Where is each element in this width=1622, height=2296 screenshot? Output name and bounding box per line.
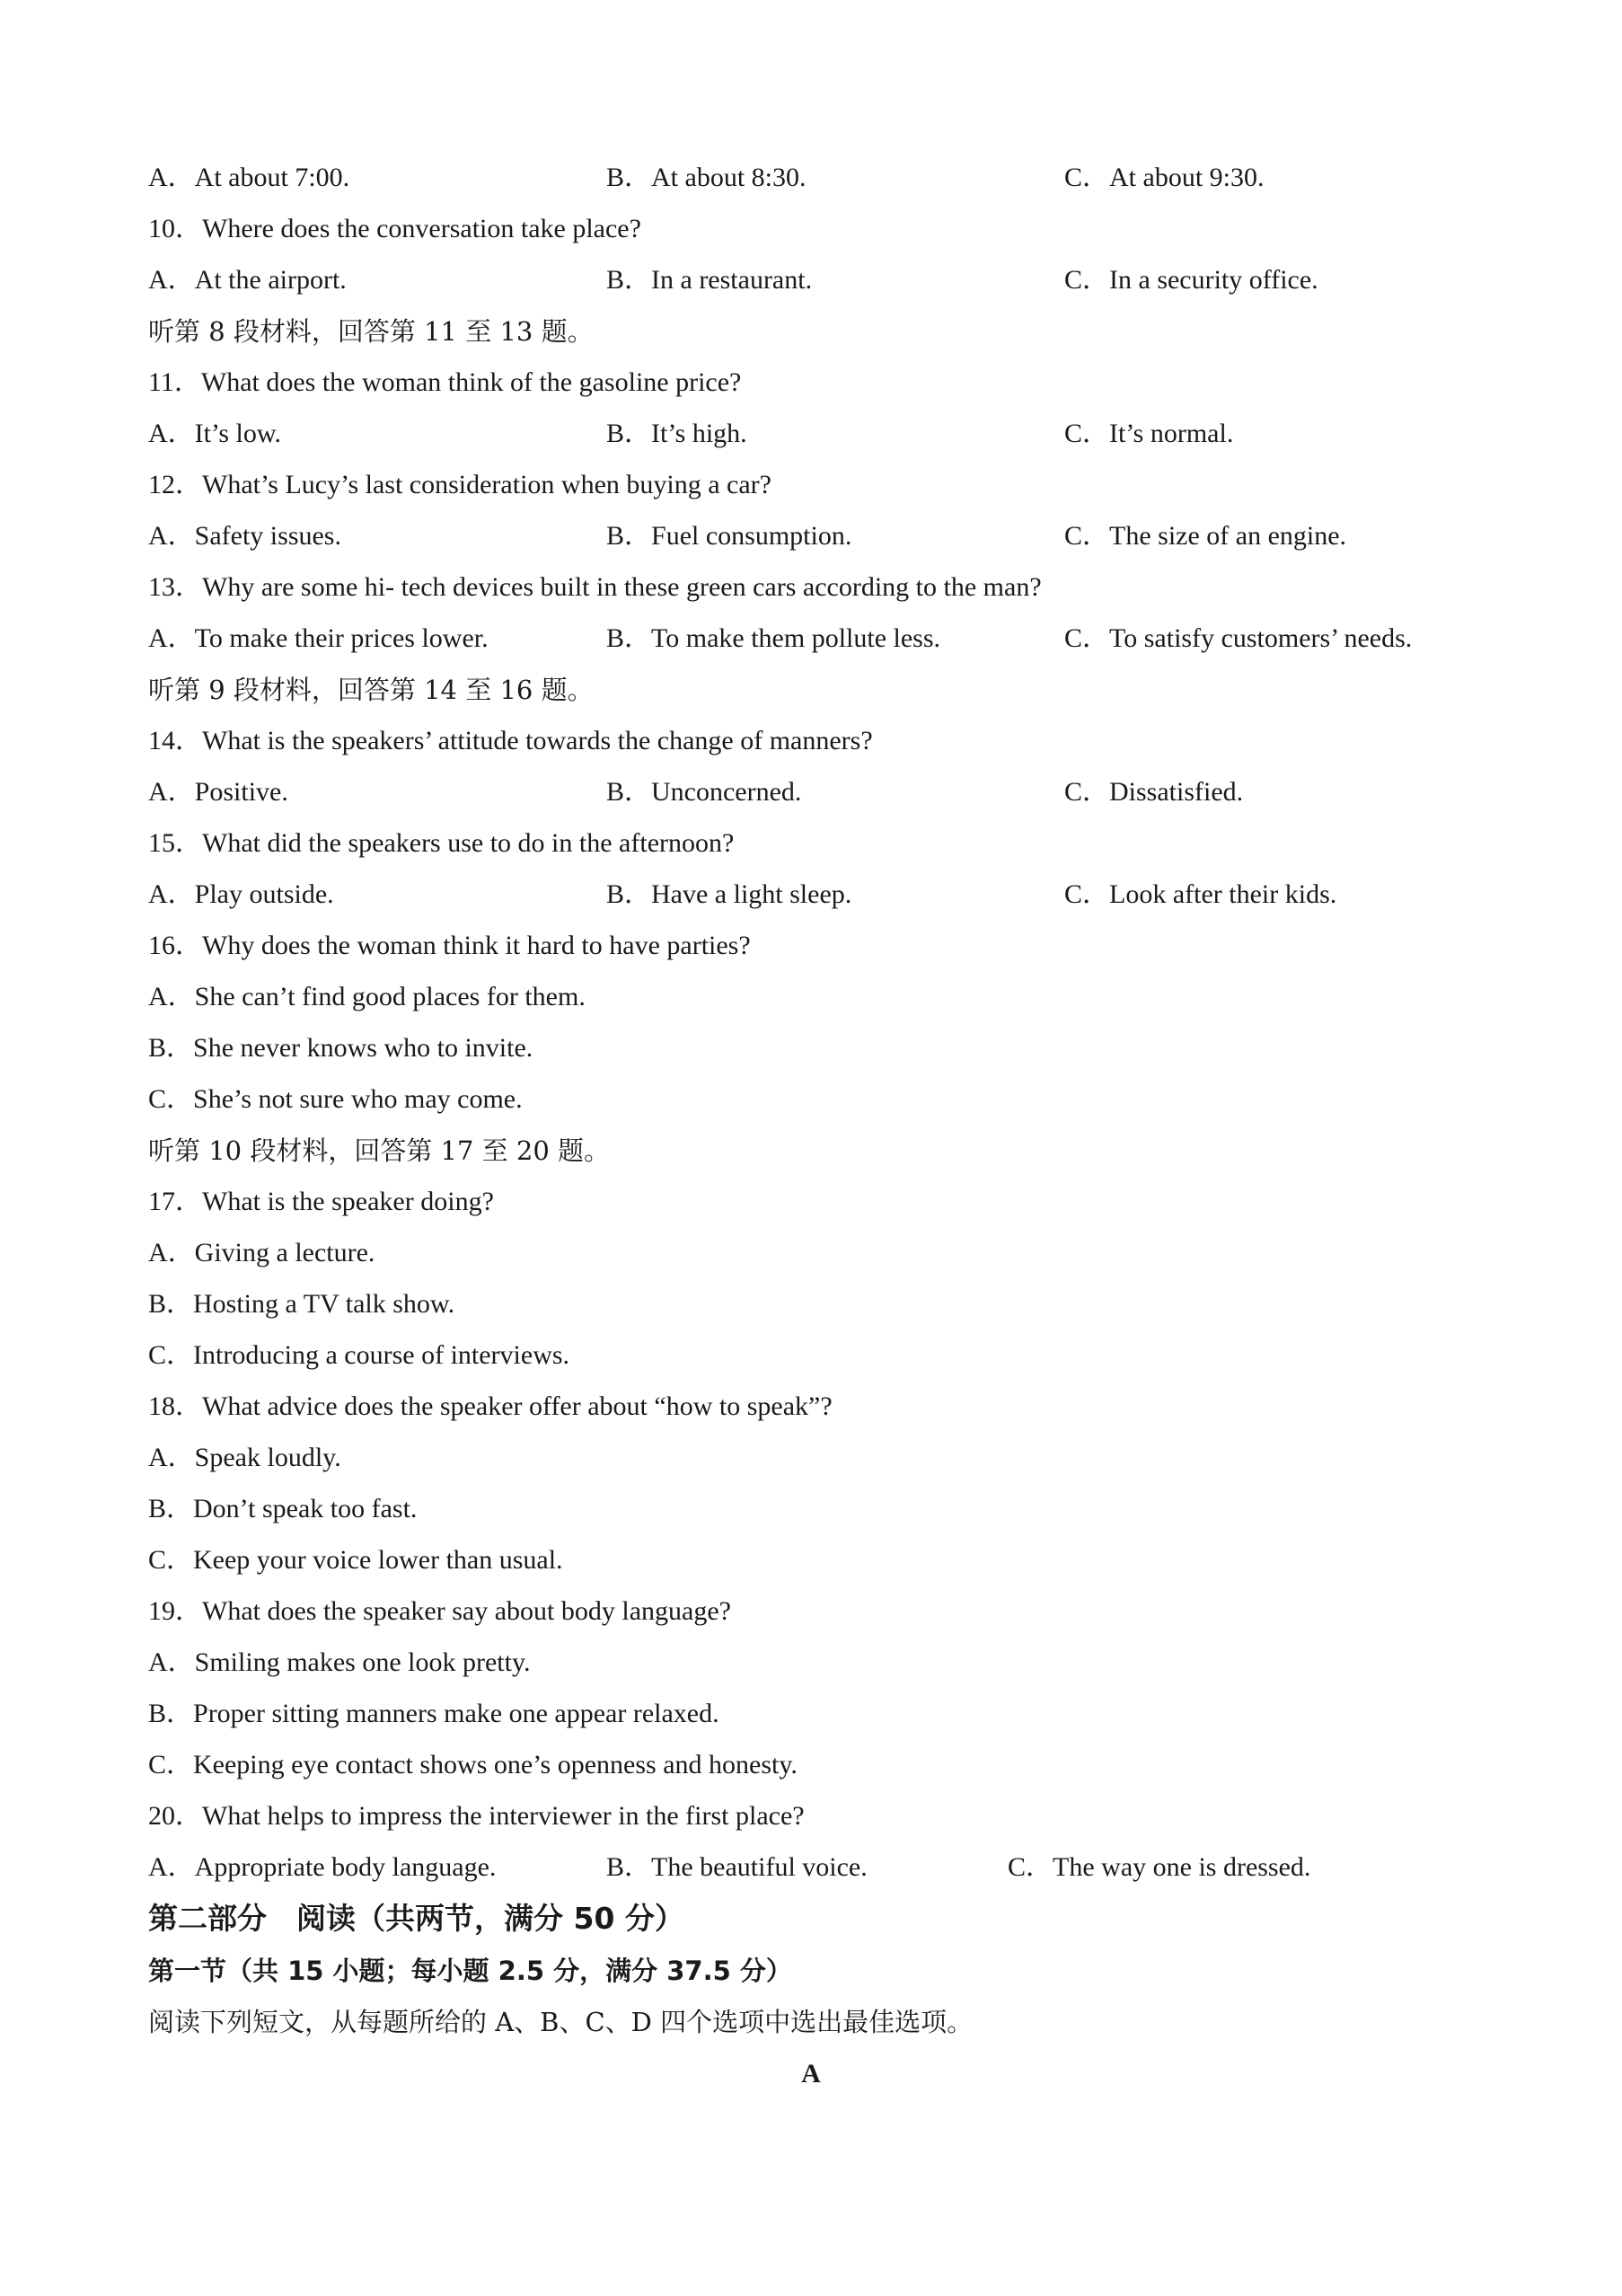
- option-b: B．Hosting a TV talk show.: [148, 1289, 455, 1319]
- option-c: C．In a security office.: [1064, 265, 1318, 295]
- question-11: 11．What does the woman think of the gasoline price?: [148, 367, 742, 397]
- question-12: 12．What’s Lucy’s last consideration when buying a car?: [148, 470, 771, 499]
- option-c: C．The size of an engine.: [1064, 521, 1347, 551]
- option-b: B．The beautiful voice.: [606, 1852, 868, 1882]
- option-a: A．Speak loudly.: [148, 1443, 341, 1472]
- option-b: B．Proper sitting manners make one appear relaxed.: [148, 1699, 719, 1728]
- option-c: C．Introducing a course of interviews.: [148, 1340, 570, 1370]
- option-c: C．Keeping eye contact shows one’s openness and honesty.: [148, 1750, 798, 1779]
- option-c: C．The way one is dressed.: [1008, 1852, 1311, 1882]
- option-c: C．Dissatisfied.: [1064, 777, 1244, 807]
- option-a: A．Safety issues.: [148, 521, 341, 551]
- option-c: C．It’s normal.: [1064, 419, 1234, 448]
- passage-label: A: [801, 2059, 821, 2088]
- question-16: 16．Why does the woman think it hard to have parties?: [148, 931, 751, 960]
- option-a: A．She can’t find good places for them.: [148, 982, 586, 1011]
- instruction-text: 阅读下列短文，从每题所给的 A、B、C、D 四个选项中选出最佳选项。: [148, 2007, 974, 2037]
- option-b: B．Have a light sleep.: [606, 879, 852, 909]
- option-c: C．She’s not sure who may come.: [148, 1084, 523, 1114]
- question-19: 19．What does the speaker say about body language?: [148, 1596, 731, 1626]
- option-a: A．It’s low.: [148, 419, 282, 448]
- option-a: A．To make their prices lower.: [148, 623, 489, 653]
- option-c: C．Look after their kids.: [1064, 879, 1337, 909]
- option-b: B．At about 8:30.: [606, 163, 807, 192]
- question-20: 20．What helps to impress the interviewer in the first place?: [148, 1801, 805, 1831]
- option-b: B．Unconcerned.: [606, 777, 802, 807]
- section-heading: 听第 10 段材料，回答第 17 至 20 题。: [148, 1135, 611, 1166]
- question-14: 14．What is the speakers’ attitude towards the change of manners?: [148, 726, 873, 755]
- option-a: A．Giving a lecture.: [148, 1238, 375, 1267]
- question-13: 13．Why are some hi- tech devices built in these green cars according to the man?: [148, 572, 1042, 602]
- option-c: C．To satisfy customers’ needs.: [1064, 623, 1413, 653]
- option-a: A．Smiling makes one look pretty.: [148, 1647, 531, 1677]
- option-b: B．It’s high.: [606, 419, 747, 448]
- question-17: 17．What is the speaker doing?: [148, 1187, 494, 1216]
- option-b: B．Fuel consumption.: [606, 521, 852, 551]
- question-18: 18．What advice does the speaker offer about “how to speak”?: [148, 1391, 833, 1421]
- part-two-title: 第二部分 阅读（共两节，满分 50 分）: [148, 1901, 684, 1936]
- section-heading: 听第 9 段材料，回答第 14 至 16 题。: [148, 675, 594, 705]
- question-15: 15．What did the speakers use to do in the afternoon?: [148, 828, 735, 858]
- option-b: B．In a restaurant.: [606, 265, 813, 295]
- option-a: A．At the airport.: [148, 265, 347, 295]
- option-a: A．At about 7:00.: [148, 163, 350, 192]
- option-c: C．At about 9:30.: [1064, 163, 1265, 192]
- question-10: 10．Where does the conversation take place?: [148, 214, 641, 243]
- option-c: C．Keep your voice lower than usual.: [148, 1545, 563, 1575]
- option-b: B．To make them pollute less.: [606, 623, 941, 653]
- option-a: A．Appropriate body language.: [148, 1852, 497, 1882]
- section-heading: 听第 8 段材料，回答第 11 至 13 题。: [148, 316, 594, 347]
- option-b: B．She never knows who to invite.: [148, 1033, 533, 1063]
- option-a: A．Positive.: [148, 777, 288, 807]
- section-one-title: 第一节（共 15 小题；每小题 2.5 分，满分 37.5 分）: [148, 1956, 792, 1986]
- option-b: B．Don’t speak too fast.: [148, 1494, 418, 1523]
- option-a: A．Play outside.: [148, 879, 334, 909]
